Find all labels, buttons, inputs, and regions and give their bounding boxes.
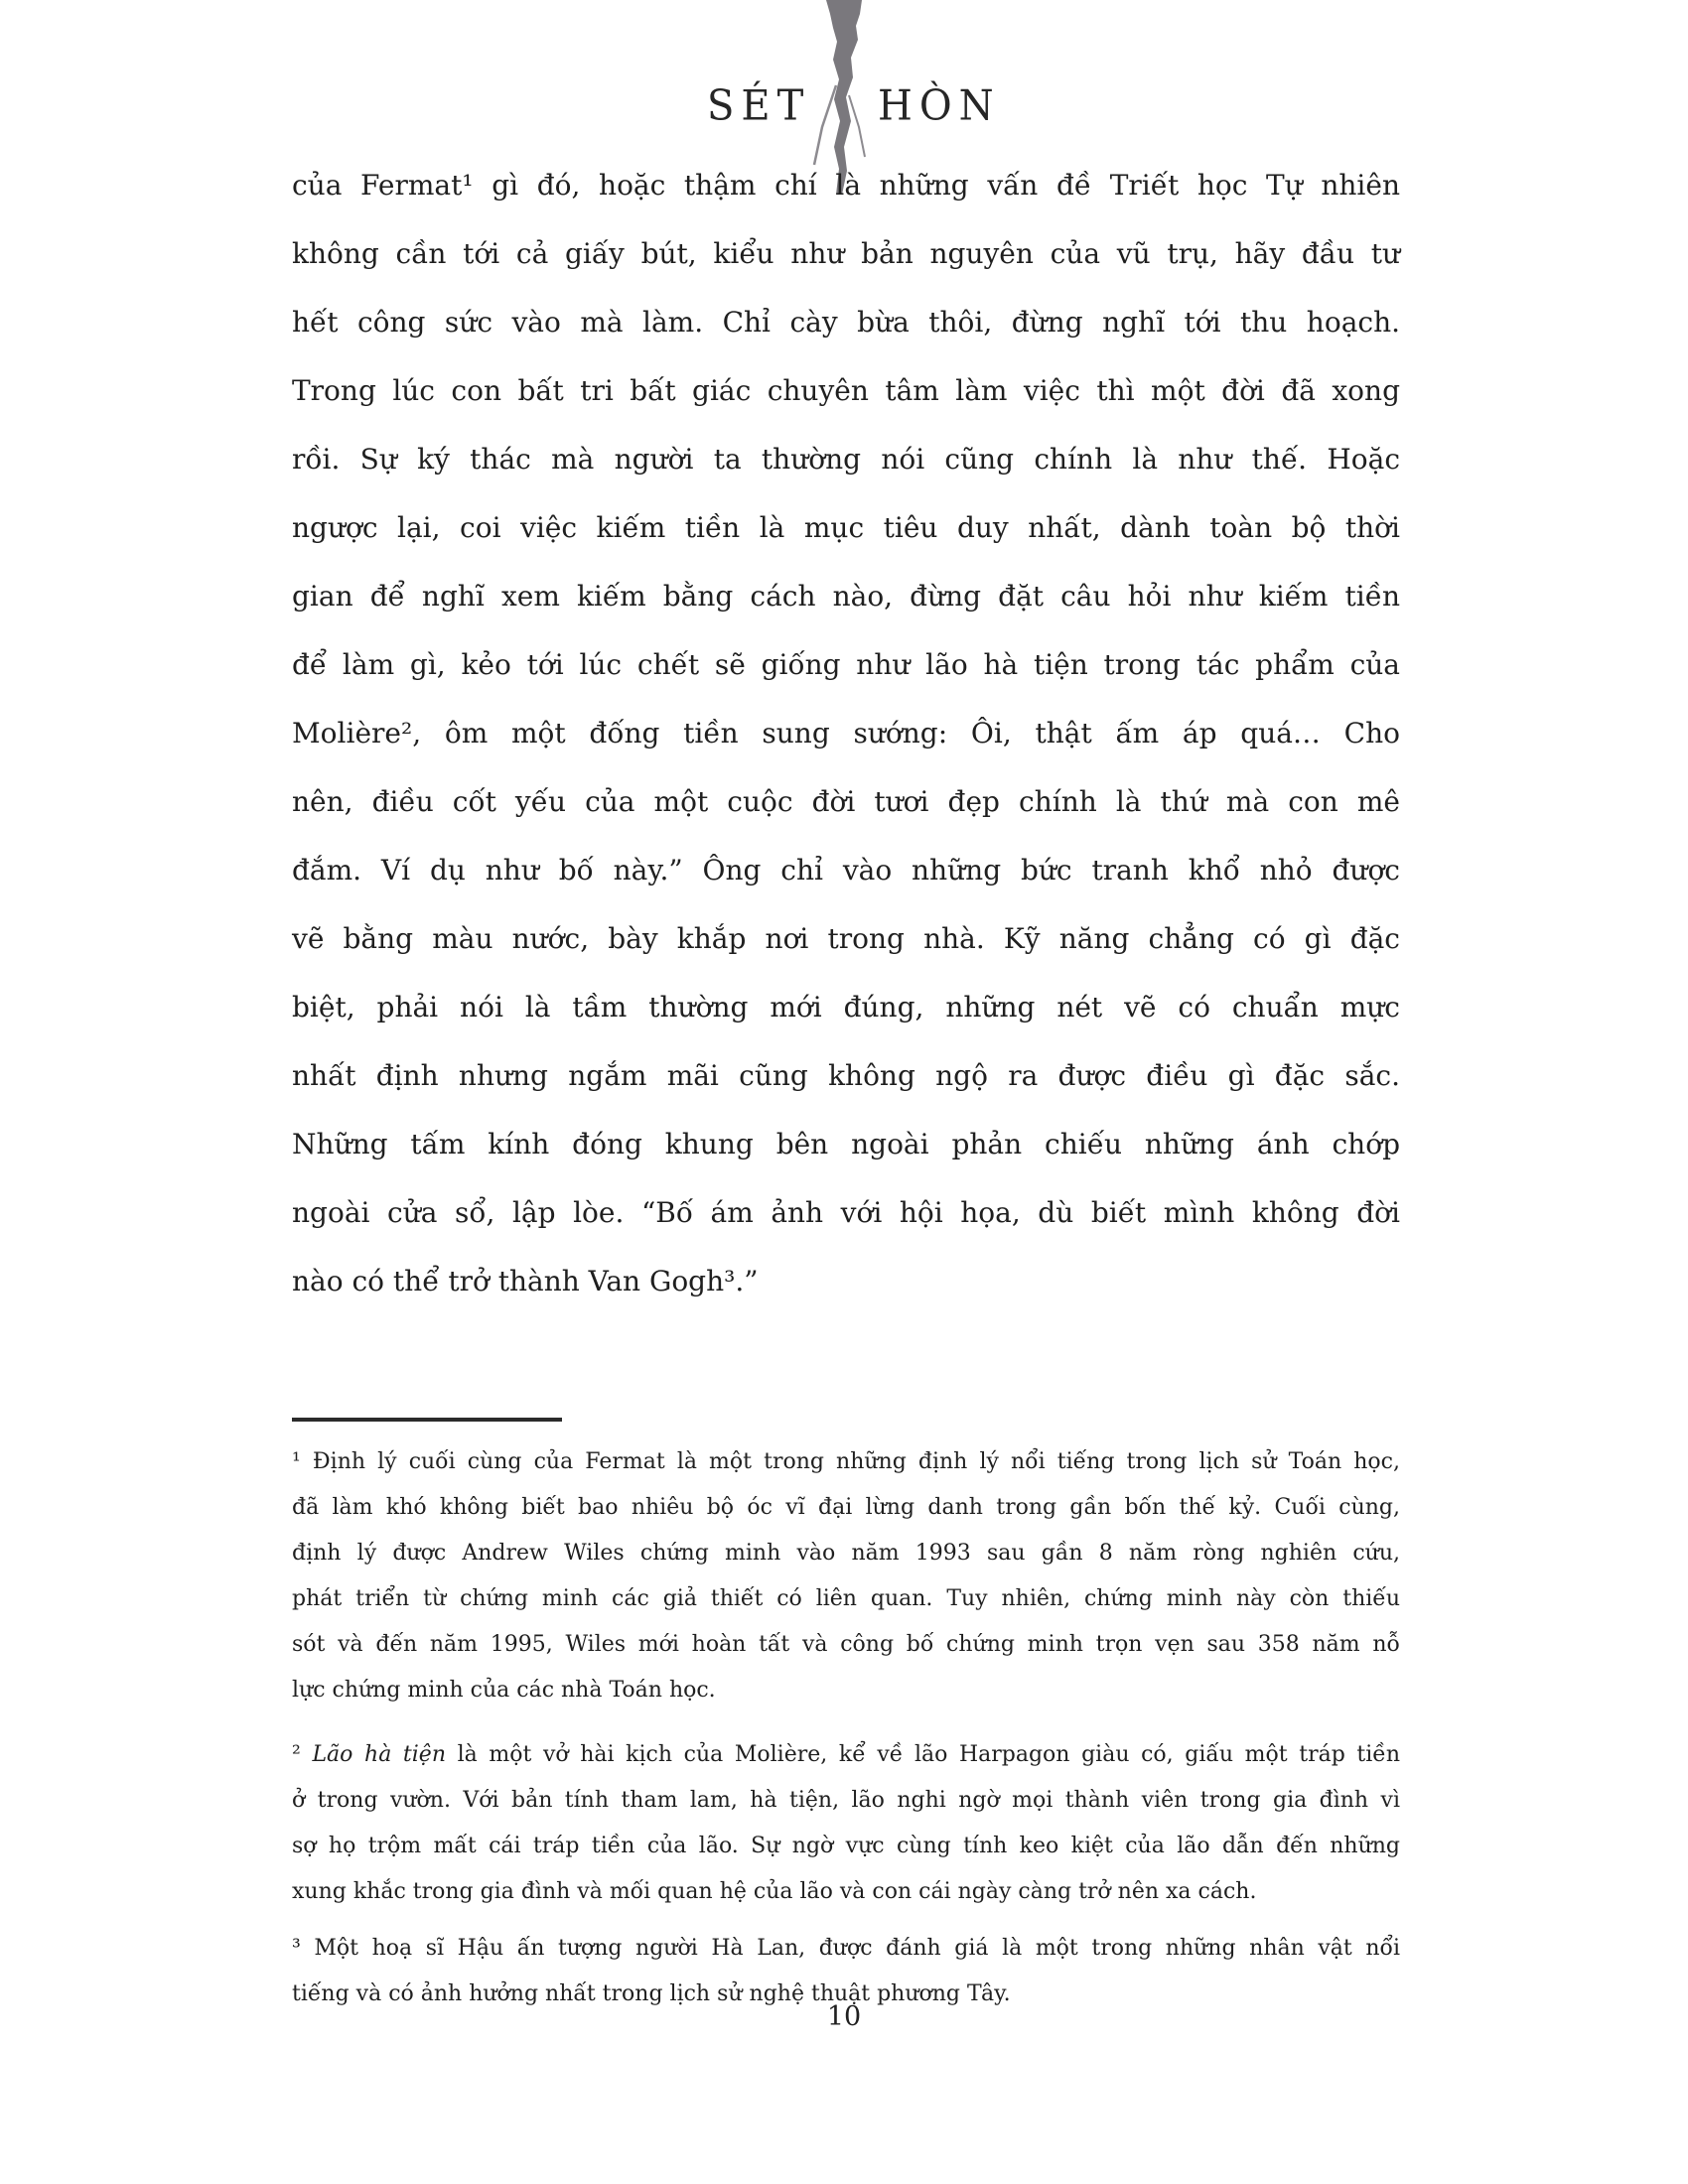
body-line: vẽ bằng màu nước, bày khắp nơi trong nhà. Kỹ năng chẳng có gì đặc — [292, 922, 1400, 955]
body-line: Những tấm kính đóng khung bên ngoài phản chiếu những ánh chớp — [292, 1128, 1400, 1160]
body-line: nào có thể trở thành Van Gogh³.” — [292, 1265, 759, 1297]
footnote-line: tiếng và có ảnh hưởng nhất trong lịch sử nghệ thuật phương Tây. — [292, 1981, 1011, 2006]
footnote-line: sợ họ trộm mất cái tráp tiền của lão. Sự ngờ vực cùng tính keo kiệt của lão dẫn đến những — [292, 1834, 1400, 1858]
body-line: ngược lại, coi việc kiếm tiền là mục tiêu duy nhất, dành toàn bộ thời — [292, 511, 1400, 544]
footnote-line: đã làm khó không biết bao nhiêu bộ óc vĩ đại lừng danh trong gần bốn thế kỷ. Cuối cùng, — [292, 1495, 1400, 1520]
body-line: để làm gì, kẻo tới lúc chết sẽ giống như lão hà tiện trong tác phẩm của — [292, 648, 1400, 681]
body-line: Trong lúc con bất tri bất giác chuyên tâm làm việc thì một đời đã xong — [292, 374, 1400, 407]
body-line: nhất định nhưng ngắm mãi cũng không ngộ ra được điều gì đặc sắc. — [292, 1059, 1400, 1092]
body-line: biệt, phải nói là tầm thường mới đúng, những nét vẽ có chuẩn mực — [292, 991, 1400, 1024]
footnote-line: xung khắc trong gia đình và mối quan hệ của lão và con cái ngày càng trở nên xa cách. — [292, 1879, 1257, 1904]
footnote-work-title: Lão hà tiện — [312, 1742, 446, 1767]
footnote-line — [292, 1732, 1400, 1778]
body-line: rồi. Sự ký thác mà người ta thường nói cũng chính là như thế. Hoặc — [292, 443, 1400, 476]
footnote-line: định lý được Andrew Wiles chứng minh vào năm 1993 sau gần 8 năm ròng nghiên cứu, — [292, 1541, 1400, 1566]
footnote-2 — [292, 1732, 1400, 1915]
footnote-line: sót và đến năm 1995, Wiles mới hoàn tất và công bố chứng minh trọn vẹn sau 358 năm nỗ — [292, 1632, 1400, 1657]
footnote-line-text: là một vở hài kịch của Molière, kể về lão Harpagon giàu có, giấu một tráp tiền — [446, 1742, 1400, 1767]
body-line: gian để nghĩ xem kiếm bằng cách nào, đừng đặt câu hỏi như kiếm tiền — [292, 580, 1400, 613]
page-number: 10 — [826, 2001, 862, 2032]
footnote-line: ¹ Định lý cuối cùng của Fermat là một trong những định lý nổi tiếng trong lịch sử Toán học, — [292, 1449, 1400, 1474]
footnote-marker: ² — [292, 1742, 313, 1767]
footnote-line: lực chứng minh của các nhà Toán học. — [292, 1678, 716, 1703]
footnote-1 — [292, 1439, 1400, 1713]
header-title-left: SÉT — [707, 81, 811, 131]
body-line: của Fermat¹ gì đó, hoặc thậm chí là những vấn đề Triết học Tự nhiên — [292, 169, 1400, 202]
body-line: nên, điều cốt yếu của một cuộc đời tươi đẹp chính là thứ mà con mê — [292, 785, 1400, 818]
footnote-divider — [292, 1418, 562, 1422]
body-line: Molière², ôm một đống tiền sung sướng: Ôi, thật ấm áp quá… Cho — [292, 717, 1400, 750]
body-line: hết công sức vào mà làm. Chỉ cày bừa thôi, đừng nghĩ tới thu hoạch. — [292, 306, 1400, 339]
header-title-right: HÒN — [878, 81, 1001, 131]
footnote-line: ³ Một hoạ sĩ Hậu ấn tượng người Hà Lan, được đánh giá là một trong những nhân vật nổi — [292, 1936, 1400, 1961]
body-paragraph — [292, 151, 1400, 1315]
body-line: không cần tới cả giấy bút, kiểu như bản nguyên của vũ trụ, hãy đầu tư — [292, 237, 1400, 270]
body-line: đắm. Ví dụ như bố này.” Ông chỉ vào những bức tranh khổ nhỏ được — [292, 854, 1400, 887]
footnote-line: ở trong vườn. Với bản tính tham lam, hà tiện, lão nghi ngờ mọi thành viên trong gia đình vì — [292, 1788, 1400, 1813]
body-line: ngoài cửa sổ, lập lòe. “Bố ám ảnh với hội họa, dù biết mình không đời — [292, 1196, 1400, 1229]
footnote-line: phát triển từ chứng minh các giả thiết có liên quan. Tuy nhiên, chứng minh này còn thiếu — [292, 1586, 1400, 1611]
